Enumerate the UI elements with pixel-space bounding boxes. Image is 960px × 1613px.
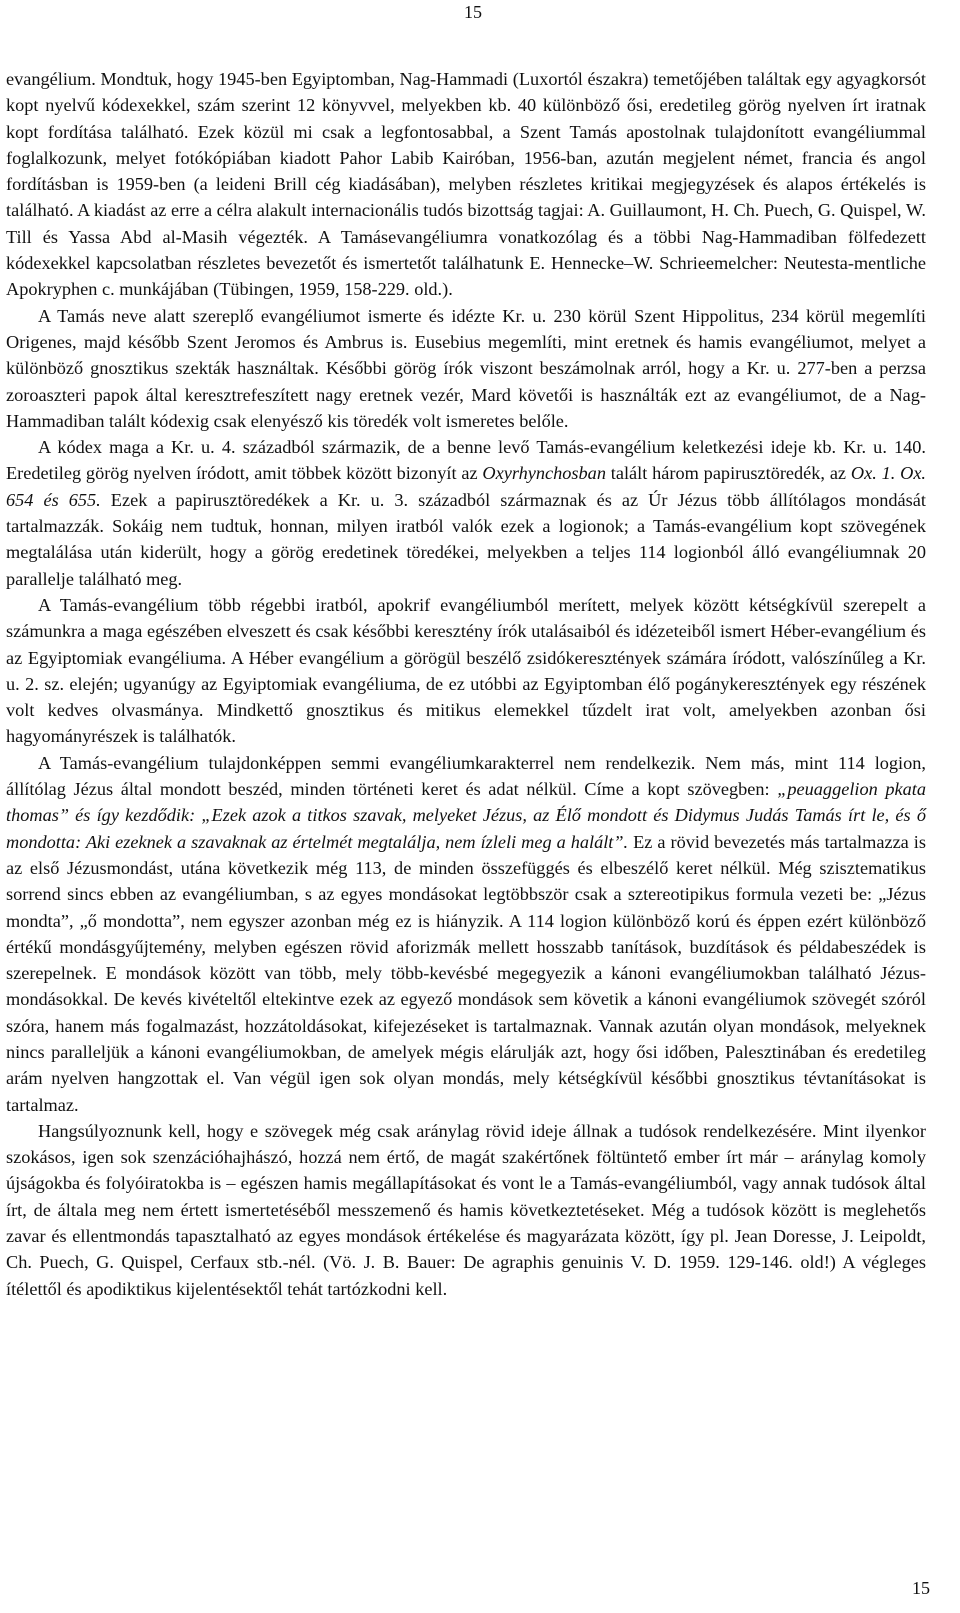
paragraph bbox=[6, 592, 926, 750]
page-number-top: 15 bbox=[464, 2, 482, 22]
document-body bbox=[6, 66, 926, 1302]
text-run: Hangsúlyoznunk kell, hogy e szövegek még csak aránylag rövid ideje állnak a tudósok rendelkezésére. Mint ilyenkor szokásos, igen sok szenzációhajhászó, hozzá nem értő, de magát szakértőnek föltüntető ember írt már – aránylag komoly újságokba és folyóiratokba is – egészen hamis megállapításokat és vont le a Tamás-evangéliumból, vagy annak tudósok által írt, de általa meg nem értett ismertetéséből messzemenő és hamis következtetéseket. Még a tudósok között is meglehetős zavar és ellentmondás tapasztalható az egyes mondások értékelése és magyarázata között, így pl. Jean Doresse, J. Leipoldt, Ch. Puech, G. Quispel, Cerfaux stb.-nél. (Vö. J. B. Bauer: De agraphis genuinis V. D. 1959. 129-146. old!) A végleges ítélettől és apodiktikus kijelentésektől tehát tartózkodni kell. bbox=[6, 1120, 926, 1299]
italic-text-run: Ox. 1. Ox. 654 és 655. bbox=[6, 463, 926, 510]
text-run: evangélium. Mondtuk, hogy 1945-ben Egyiptomban, Nag-Hammadi (Luxortól északra) temetőjében találtak egy agyagkorsót kopt nyelvű kódexekkel, szám szerint 12 könyvvel, melyekben kb. 40 különböző ősi, eredetileg görög nyelven írt iratnak kopt fordítása található. Ezek közül mi csak a legfontosabbal, a Szent Tamás apostolnak tulajdonított evangéliummal foglalkozunk, melyet fotókópiában kiadott Pahor Labib Kairóban, 1956-ban, azután megjelent német, francia és angol fordításban is 1959-ben (a leideni Brill cég kiadásában), melyben részletes kritikai megjegyzések és alapos értékelés is található. A kiadást az erre a célra alakult internacionális tudós bizottság tagjai: A. Guillaumont, H. Ch. Puech, G. Quispel, W. Till és Yassa Abd al-Masih végezték. A Tamásevangéliumra vonatkozólag és a többi Nag-Hammadiban fölfedezett kódexekkel kapcsolatban részletes bevezetőt és ismertetőt találhatunk E. Hennecke–W. Schrieemelcher: Neutesta-mentliche Apokryphen c. munkájában (Tübingen, 1959, 158-229. old.). bbox=[6, 69, 926, 300]
text-run: A Tamás neve alatt szereplő evangéliumot ismerte és idézte Kr. u. 230 körül Szent Hippolitus, 234 körül megemlíti Origenes, majd később Szent Jeromos és Ambrus is. Eusebius megemlíti, mint eretnek és hamis evangéliumot, melyet a különböző gnosztikus szekták használtak. Későbbi görög írók viszont beszámolnak arról, hogy a Kr. u. 277-ben a perzsa zoroaszteri papok által keresztrefeszített nagy eretnek vezér, Mard követői is használták ezt az evangéliumot, de a Nag-Hammadiban talált kódexig csak elenyésző kis töredék volt ismeretes belőle. bbox=[6, 305, 926, 431]
paragraph bbox=[6, 1118, 926, 1302]
text-run: talált három papirusztöredék, az bbox=[605, 463, 851, 484]
paragraph bbox=[6, 750, 926, 1118]
text-run: A Tamás-evangélium tulajdonképpen semmi evangéliumkarakterrel nem rendelkezik. Nem más, mint 114 logion, állítólag Jézus által mondott beszéd, minden történeti keret és adat nélkül. Címe a kopt szövegben: bbox=[6, 752, 926, 800]
italic-text-run: Oxyrhynchosban bbox=[482, 463, 606, 484]
text-run: Ezek a papirusztöredékek a Kr. u. 3. századból származnak és az Úr Jézus több állítólagos mondását tartalmazzák. Sokáig nem tudtuk, honnan, milyen iratból valók ezek a logionok; a Tamás-evangélium kopt szövegének megtalálása után kiderült, hogy a görög eredetinek töredékei, melyekben a teljes 114 logionból álló evangéliumnak 20 parallelje található meg. bbox=[6, 489, 926, 589]
page-number-bottom: 15 bbox=[912, 1578, 930, 1598]
text-run: A Tamás-evangélium több régebbi iratból, apokrif evangéliumból merített, melyek között kétségkívül szerepelt a számunkra a maga egészében elveszett és csak későbbi keresztény írók utalásaiból és idézeteiből ismert Héber-evangélium és az Egyiptomiak evangéliuma. A Héber evangélium a görögül beszélő zsidókeresztények számára íródott, valószínűleg a Kr. u. 2. sz. elején; ugyanúgy az Egyiptomiak evangéliuma, de ez utóbbi az Egyiptomban élő pogánykeresztények egy részének volt kedves olvasmánya. Mindkettő gnosztikus és mitikus elemekkel tűzdelt irat volt, amelyekben azonban ősi hagyományrészek is találhatók. bbox=[6, 594, 926, 747]
text-run: Ez a rövid bevezetés más tartalmazza is az első Jézusmondást, utána következik még 113, de minden összefüggés és elbeszélő keret nélkül. Még szisztematikus sorrend sincs ebben az evangéliumban, s az egyes mondásokat legtöbbször csak a sztereotipikus formula vezeti be: „Jézus mondta”, „ő mondotta”, nem egyszer azonban még ez is hiányzik. A 114 logion különböző korú és éppen ezért különböző értékű mondásgyűjtemény, melyben egészen rövid aforizmák mellett hosszabb tanítások, buzdítások és példabeszédek is szerepelnek. E mondások között van több, mely több-kevésbé megegyezik a kánoni evangéliumokban található Jézus-mondásokkal. De kevés kivételtől eltekintve ezek az egyező mondások sem követik a kánoni evangéliumok szövegét szóról szóra, hanem más fogalmazást, hozzátoldásokat, kifejezéseket is tartalmaznak. Vannak azután olyan mondások, melyeknek nincs paralleljük a kánoni evangéliumokban, de amelyek mégis elárulják azt, hogy ősi időben, Palesztinában és eredetileg arám nyelven hangzottak el. Van végül igen sok olyan mondás, mely kétségkívül későbbi gnosztikus tévtanításokat is tartalmaz. bbox=[6, 831, 926, 1115]
paragraph bbox=[6, 434, 926, 592]
paragraph bbox=[6, 66, 926, 303]
paragraph bbox=[6, 303, 926, 434]
text-run: A kódex maga a Kr. u. 4. századból származik, de a benne levő Tamás-evangélium keletkezési ideje kb. Kr. u. 140. Eredetileg görög nyelven íródott, amit többek között bizonyít az bbox=[6, 437, 926, 484]
italic-text-run: „peuaggelion pkata thomas” és így kezdődik: „Ezek azok a titkos szavak, melyeket Jézus, az Élő mondott és Didymus Judás Tamás írt le, és ő mondotta: Aki ezeknek a szavaknak az értelmét megtalálja, nem ízleli meg a halált”. bbox=[6, 779, 926, 852]
